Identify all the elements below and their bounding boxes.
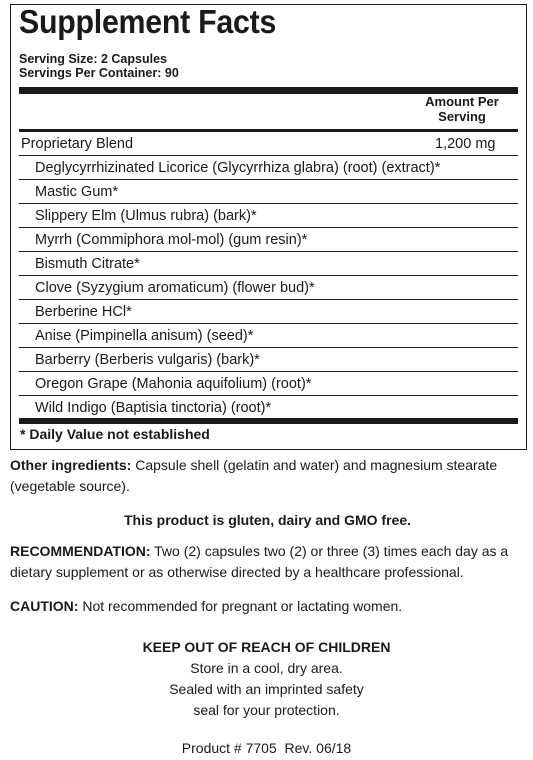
product-number-text: Product # 7705 Rev. 06/18 [181,740,352,756]
amount-header-line1: Amount Per [425,94,499,109]
ingredient-name: Berberine HCl* [35,304,132,320]
free-statement: This product is gluten, dairy and GMO free. [123,512,412,528]
ingredient-name: Myrrh (Commiphora mol-mol) (gum resin)* [35,232,308,248]
ingredient-name: Mastic Gum* [35,184,118,200]
table-row [19,180,518,204]
other-ingredients [10,455,525,497]
table-row [19,252,518,276]
facts-title: Supplement Facts [19,3,277,40]
ingredient-name: Barberry (Berberis vulgaris) (bark)* [35,352,260,368]
blend-amount: 1,200 mg [435,136,496,152]
storage-line-2: Sealed with an imprinted safety [169,681,364,697]
table-row [19,324,518,348]
recommendation [10,541,525,583]
serving-size: Serving Size: 2 Capsules [19,52,167,66]
table-row-blend [19,132,518,156]
caution-label: CAUTION: [10,598,79,614]
ingredient-name: Wild Indigo (Baptisia tinctoria) (root)* [35,400,272,416]
blend-name: Proprietary Blend [21,136,134,152]
ingredient-name: Bismuth Citrate* [35,256,140,272]
table-row [19,300,518,324]
recommendation-label: RECOMMENDATION: [10,543,151,559]
caution-text: Not recommended for pregnant or lactating women. [78,598,403,614]
storage-line-3: seal for your protection. [193,702,340,718]
ingredient-name: Oregon Grape (Mahonia aquifolium) (root)* [35,376,312,392]
other-ingredients-text: Capsule shell (gelatin and water) and magnesium stearate (vegetable source). [10,457,498,494]
bottom-divider [19,418,518,424]
table-row [19,228,518,252]
ingredient-name: Clove (Syzygium aromaticum) (flower bud)* [35,280,315,296]
table-row [19,156,518,180]
table-row [19,276,518,300]
table-row [19,348,518,372]
amount-header-line2: Serving [438,109,486,124]
daily-value-note: * Daily Value not established [20,426,210,442]
other-ingredients-label: Other ingredients: [10,457,132,473]
recommendation-text: Two (2) capsules two (2) or three (3) times each day as a dietary supplement or as otherwise directed by a healthcare professional. [10,543,509,580]
ingredient-table [19,132,518,420]
table-row [19,204,518,228]
amount-per-serving-header [412,94,512,124]
ingredient-name: Anise (Pimpinella anisum) (seed)* [35,328,254,344]
thick-divider [19,87,518,94]
product-number [0,738,533,759]
table-row [19,396,518,420]
keep-out-of-reach-heading: KEEP OUT OF REACH OF CHILDREN [142,639,391,655]
servings-per-container: Servings Per Container: 90 [19,66,179,80]
supplement-facts-panel [10,4,527,450]
caution [10,596,525,617]
ingredient-name: Slippery Elm (Ulmus rubra) (bark)* [35,208,257,224]
storage-line-1: Store in a cool, dry area. [190,660,343,676]
table-row [19,372,518,396]
ingredient-name: Deglycyrrhizinated Licorice (Glycyrrhiza glabra) (root) (extract)* [35,160,441,176]
